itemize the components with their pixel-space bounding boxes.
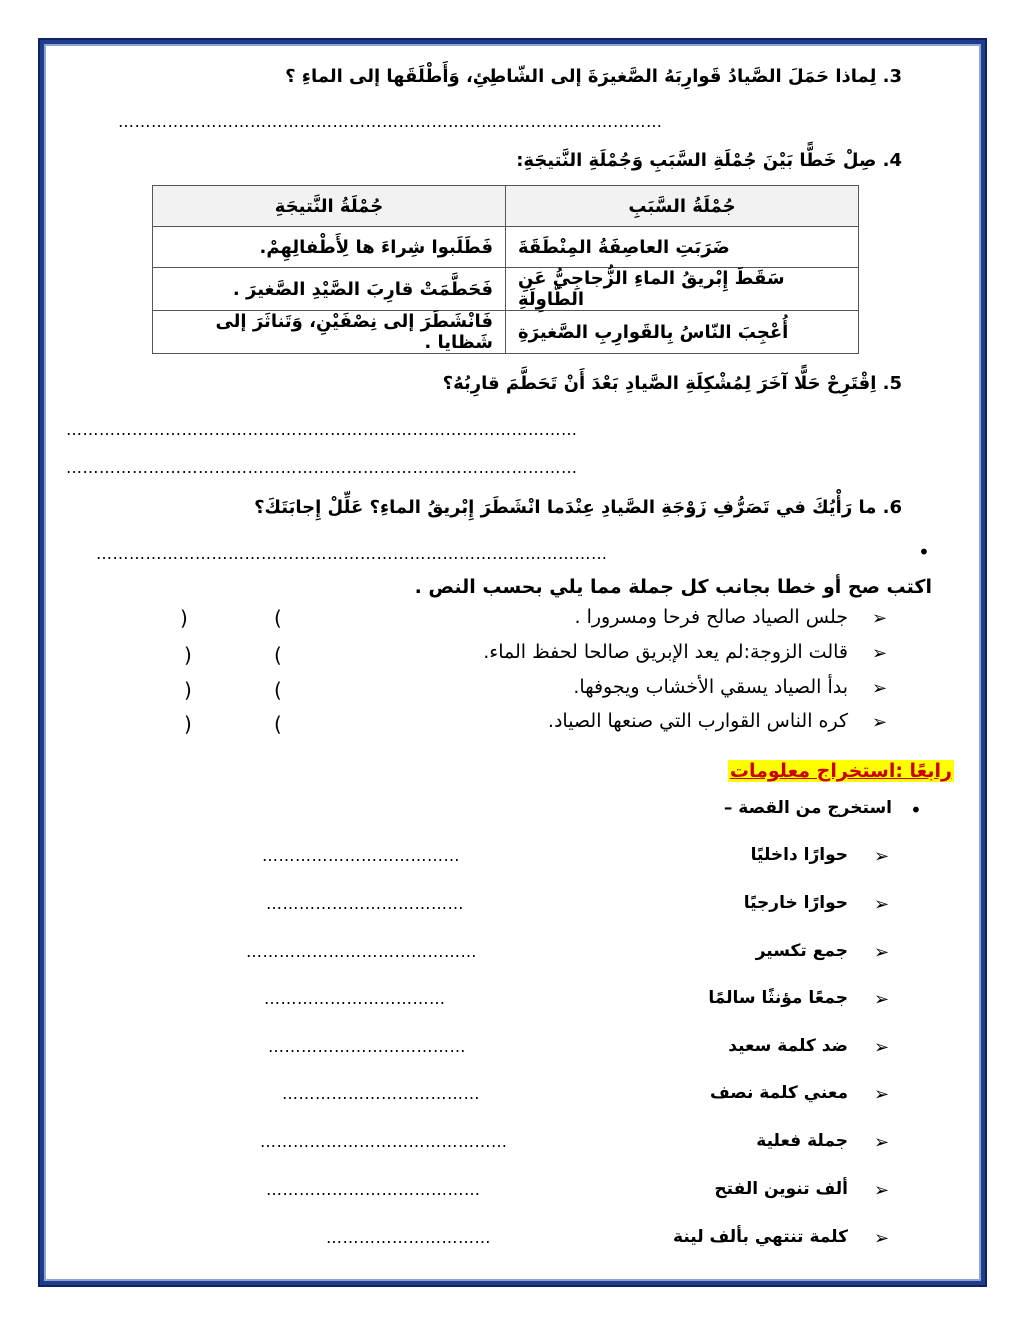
extract-item-label: جملة فعلية: [756, 1131, 848, 1151]
cause-result-table: [152, 185, 859, 354]
arrow-icon: ➢: [874, 942, 890, 963]
question-6: 6. ما رَأْيُكَ في تَصَرُّفِ زَوْجَةِ الصَّيادِ عِنْدَما انْشَطَرَ إِبْريقُ الماءِ؟ عَلِّلْ إِجابَتَكَ؟: [254, 497, 902, 518]
arrow-icon: ➢: [874, 1037, 890, 1058]
true-false-instruction: اكتب صح أو خطا بجانب كل جملة مما يلي بحسب النص .: [414, 576, 932, 598]
result-cell[interactable]: فَطَلَبوا شِراءَ ها لِأَطْفالِهِمْ.: [153, 227, 506, 268]
answer-line-q6[interactable]: …………………………………………………………………………………: [96, 544, 608, 563]
answer-paren-open: (: [274, 606, 282, 630]
answer-paren-close: ): [180, 606, 188, 630]
extract-answer-line[interactable]: ………………………………………: [260, 1132, 508, 1151]
cause-header: جُمْلَةُ السَّبَبِ: [506, 186, 859, 227]
answer-paren-close: ): [184, 678, 192, 702]
bullet-icon: •: [910, 798, 922, 822]
question-5: 5. اِقْتَرِحْ حَلًّا آخَرَ لِمُشْكِلَةِ الصَّيادِ بَعْدَ أَنْ تَحَطَّمَ قارِبُهُ؟: [442, 373, 902, 394]
cause-cell[interactable]: سَقَطَ إِبْريقُ الماءِ الزُّجاجِيُّ عَنِ الطّاوِلَةِ: [506, 268, 859, 311]
answer-line-q5-2[interactable]: …………………………………………………………………………………: [66, 458, 578, 477]
arrow-icon: ➢: [874, 846, 890, 867]
extract-answer-line[interactable]: ………………………………: [268, 1037, 466, 1056]
arrow-icon: ➢: [874, 894, 890, 915]
answer-line-q5-1[interactable]: …………………………………………………………………………………: [66, 420, 578, 439]
extract-answer-line[interactable]: ………………………………: [266, 894, 464, 913]
bullet-icon: •: [918, 540, 930, 564]
extract-answer-line[interactable]: ……………………………: [264, 989, 446, 1008]
extract-answer-line[interactable]: ………………………………: [282, 1084, 480, 1103]
extract-item-label: ألف تنوين الفتح: [714, 1179, 848, 1199]
extract-item-label: جمعًا مؤنثًا سالمًا: [708, 988, 848, 1008]
result-cell[interactable]: فَانْشَطَرَ إلى نِصْفَيْنِ، وَتَناثَرَ إلى شَظايا .: [153, 311, 506, 354]
arrow-icon: ➢: [872, 712, 888, 733]
table-row: [153, 227, 859, 268]
table-row: [153, 311, 859, 354]
extract-item-label: ضد كلمة سعيد: [728, 1036, 848, 1056]
section-4-title: رابعًا :استخراج معلومات: [729, 760, 952, 782]
extract-item-label: حوارًا داخليًا: [750, 845, 848, 865]
answer-paren-open: (: [274, 678, 282, 702]
extract-instruction: استخرج من القصة –: [723, 798, 892, 818]
arrow-icon: ➢: [874, 1180, 890, 1201]
question-3: 3. لِماذا حَمَلَ الصَّيادُ قَوارِبَهُ الصَّغيرَةَ إلى الشّاطِئِ، وَأَطْلَقَها إلى الماءِ ؟: [285, 66, 902, 87]
result-header: جُمْلَةُ النَّتيجَةِ: [153, 186, 506, 227]
extract-answer-line[interactable]: ……………………………………: [246, 942, 477, 961]
extract-item-label: جمع تكسير: [755, 941, 848, 961]
answer-paren-close: ): [184, 712, 192, 736]
result-cell[interactable]: فَحَطَّمَتْ قارِبَ الصَّيْدِ الصَّغيرَ .: [153, 268, 506, 311]
question-4: 4. صِلْ خَطًّا بَيْنَ جُمْلَةِ السَّبَبِ وَجُمْلَةِ النَّتيجَةِ:: [516, 150, 902, 171]
answer-line-q3[interactable]: ………………………………………………………………………………………: [118, 112, 663, 131]
arrow-icon: ➢: [872, 643, 888, 664]
arrow-icon: ➢: [872, 608, 888, 629]
tf-statement: جلس الصياد صالح فرحا ومسرورا .: [574, 606, 848, 628]
arrow-icon: ➢: [874, 1132, 890, 1153]
arrow-icon: ➢: [874, 1084, 890, 1105]
table-header-row: [153, 186, 859, 227]
extract-item-label: معني كلمة نصف: [709, 1083, 848, 1103]
extract-answer-line[interactable]: …………………………: [326, 1228, 491, 1247]
answer-paren-close: ): [184, 643, 192, 667]
tf-statement: كره الناس القوارب التي صنعها الصياد.: [547, 710, 848, 732]
cause-cell[interactable]: ضَرَبَتِ العاصِفَةُ المِنْطَقَةَ: [506, 227, 859, 268]
tf-statement: قالت الزوجة:لم يعد الإبريق صالحا لحفظ الماء.: [483, 641, 848, 663]
cause-cell[interactable]: أُعْجِبَ النّاسُ بِالقَوارِبِ الصَّغيرَةِ: [506, 311, 859, 354]
arrow-icon: ➢: [874, 989, 890, 1010]
arrow-icon: ➢: [872, 678, 888, 699]
extract-item-label: كلمة تنتهي بألف لينة: [673, 1227, 848, 1247]
answer-paren-open: (: [274, 643, 282, 667]
extract-item-label: حوارًا خارجيًا: [743, 893, 848, 913]
arrow-icon: ➢: [874, 1228, 890, 1249]
answer-paren-open: (: [274, 712, 282, 736]
table-row: [153, 268, 859, 311]
extract-answer-line[interactable]: ………………………………: [262, 846, 460, 865]
tf-statement: بدأ الصياد يسقي الأخشاب ويجوفها.: [573, 676, 848, 698]
extract-answer-line[interactable]: …………………………………: [266, 1180, 481, 1199]
